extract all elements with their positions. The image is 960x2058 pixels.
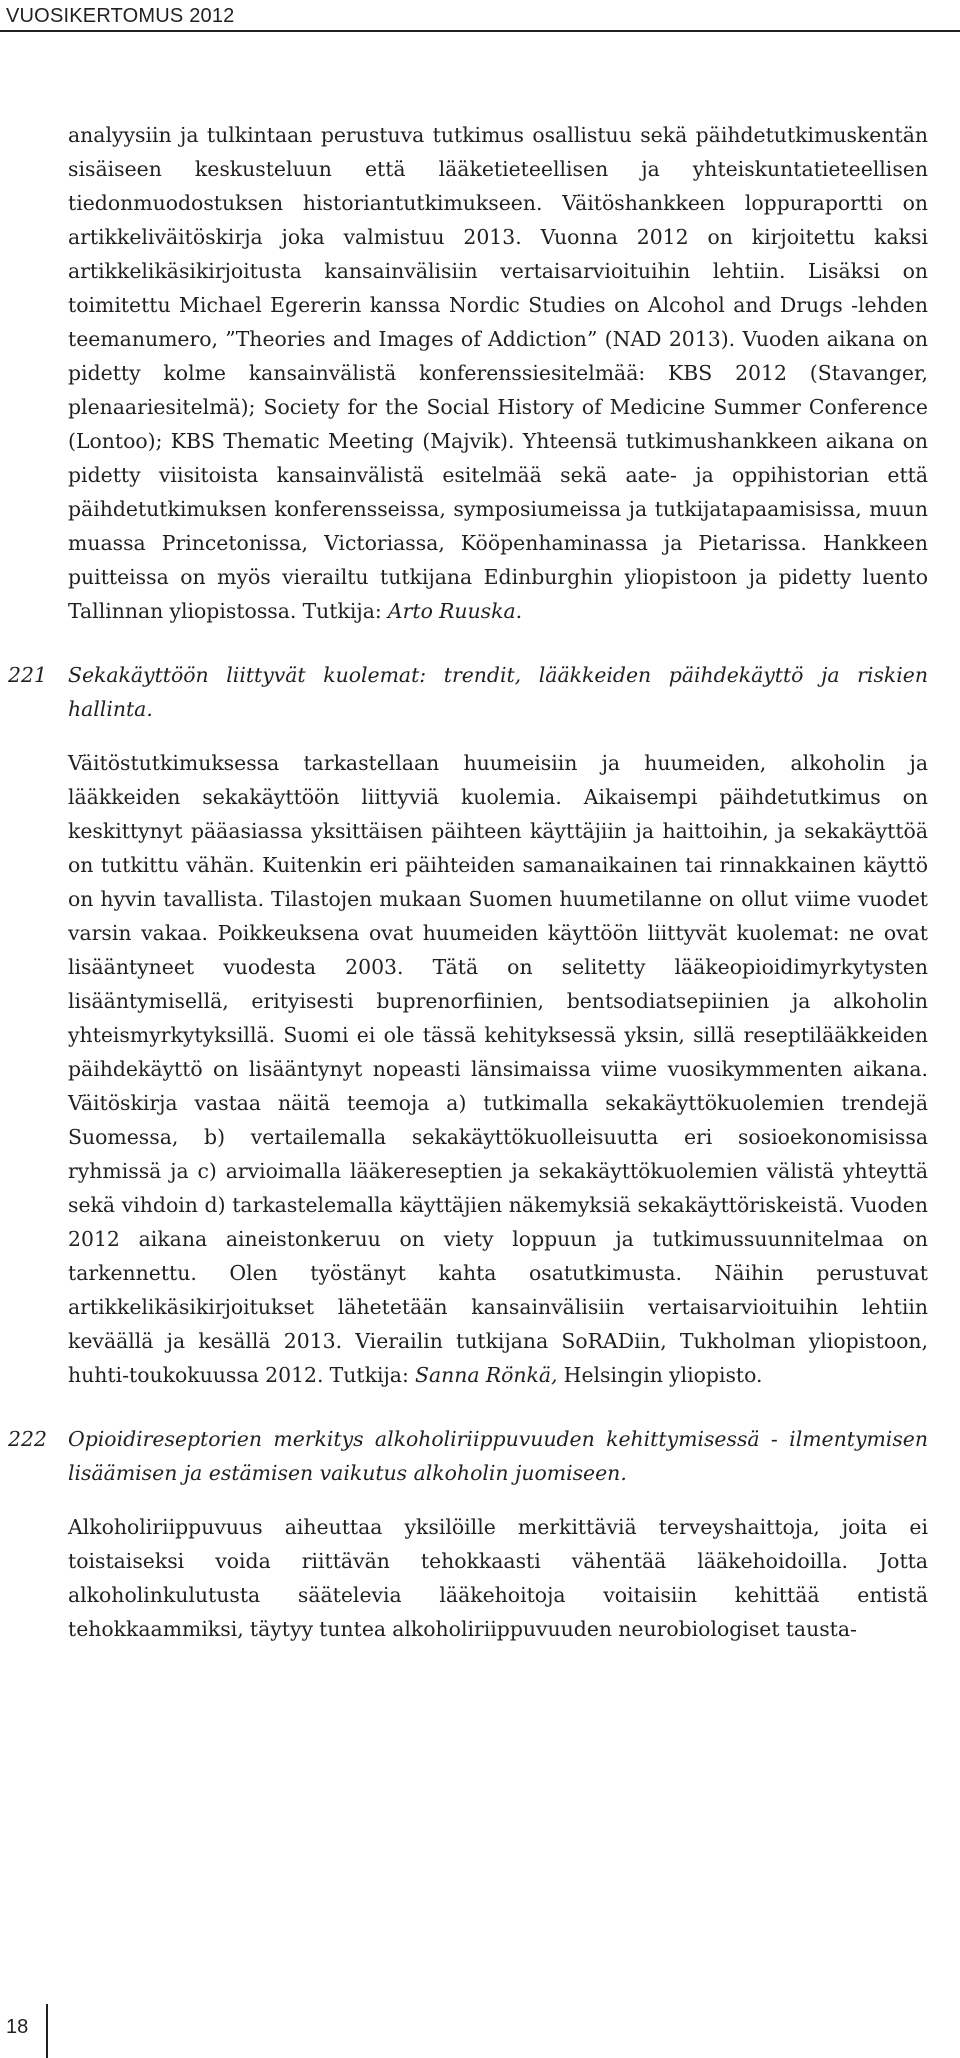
entry-number: 221 — [8, 663, 47, 687]
entry-number: 222 — [8, 1427, 47, 1451]
entry-text: Alkoholiriippuvuus aiheuttaa yksilöille merkittäviä terveyshaittoja, joita ei toistaiseksi voida riittävän tehokkaasti vähentää lääkehoidoilla. Jotta alkoholinkulutusta säätelevia lääkehoitoja voitaisiin kehittää entistä tehokkaammiksi, täytyy tuntea alkoholiriippuvuuden neurobiologiset tausta- — [68, 1515, 928, 1641]
entry-text: Väitöstutkimuksessa tarkastellaan huumeisiin ja huumeiden, alkoholin ja lääkkeiden sekakäyttöön liittyviä kuolemia. Aikaisempi päihdetutkimus on keskittynyt pääasiassa yksittäisen päihteen käyttäjiin ja haittoihin, ja sekakäyttöä on tutkittu vähän. Kuitenkin eri päihteiden samanaikainen tai rinnakkainen käyttö on hyvin tavallista. Tilastojen mukaan Suomen huumetilanne on ollut viime vuodet varsin vakaa. Poikkeuksena ovat huumeiden käyttöön liittyvät kuolemat: ne ovat lisääntyneet vuodesta 2003. Tätä on selitetty lääkeopioidimyrkytysten lisääntymisellä, erityisesti buprenorfiinien, bentsodiatsepiinien ja alkoholin yhteismyrkytyksillä. Suomi ei ole tässä kehityksessä yksin, sillä reseptilääkkeiden päihdekäyttö on lisääntynyt nopeasti länsimaissa viime vuosikymmenten aikana. Väitöskirja vastaa näitä teemoja a) tutkimalla sekakäyttökuolemien trendejä Suomessa, b) vertailemalla sekakäyttökuolleisuutta eri sosioekonomisissa ryhmissä ja c) arvioimalla lääkereseptien ja sekakäyttökuolemien välistä yhteyttä sekä vihdoin d) tarkastelemalla käyttäjien näkemyksiä sekakäyttöriskeistä. Vuoden 2012 aikana aineistonkeruu on viety loppuun ja tutkimussuunnitelmaa on tarkennettu. Olen työstänyt kahta osatutkimusta. Näihin perustuvat artikkelikäsikirjoitukset lähetetään kansainvälisiin vertaisarvioituihin lehtiin keväällä ja kesällä 2013. Vierailin tutkijana SoRADiin, Tukholman yliopistoon, huhti-toukokuussa 2012. Tutkija: — [68, 751, 928, 1387]
entry-researcher: Sanna Rönkä, — [415, 1363, 558, 1387]
intro-researcher: Arto Ruuska. — [387, 599, 523, 623]
report-title: VUOSIKERTOMUS 2012 — [6, 5, 235, 27]
entry-title: Opioidireseptorien merkitys alkoholiriippuvuuden kehittymisessä - ilmentymisen lisäämisen ja estämisen vaikutus alkoholin juomiseen. — [68, 1427, 928, 1485]
entry-description — [68, 1510, 928, 1646]
page-number: 18 — [6, 2016, 29, 2038]
intro-text: analyysiin ja tulkintaan perustuva tutkimus osallistuu sekä päihdetutkimuskentän sisäiseen keskusteluun että lääketieteellisen ja yhteiskuntatieteellisen tiedonmuodostuksen historiantutkimukseen. Väitöshankkeen loppuraportti on artikkeliväitöskirja joka valmistuu 2013. Vuonna 2012 on kirjoitettu kaksi artikkelikäsikirjoitusta kansainvälisiin vertaisarvioituihin lehtiin. Lisäksi on toimitettu Michael Egererin kanssa Nordic Studies on Alcohol and Drugs -lehden teemanumero, ”Theories and Images of Addiction” (NAD 2013). Vuoden aikana on pidetty kolme kansainvälistä konferenssiesitelmää: KBS 2012 (Stavanger, plenaariesitelmä); Society for the Social History of Medicine Summer Conference (Lontoo); KBS Thematic Meeting (Majvik). Yhteensä tutkimushankkeen aikana on pidetty viisitoista kansainvälistä esitelmää sekä aate- ja oppihistorian että päihdetutkimuksen konferensseissa, symposiumeissa ja tutkijatapaamisissa, muun muassa Princetonissa, Victoriassa, Kööpenhaminassa ja Pietarissa. Hankkeen puitteissa on myös vierailtu tutkijana Edinburghin yliopistoon ja pidetty luento Tallinnan yliopistossa. Tutkija: — [68, 123, 928, 623]
project-entry-221 — [8, 658, 928, 1392]
page-body — [8, 118, 928, 1646]
page-number-box — [0, 2004, 48, 2058]
running-header — [0, 0, 960, 32]
entry-title: Sekakäyttöön liittyvät kuolemat: trendit, lääkkeiden päihdekäyttö ja riskien hallinta. — [68, 663, 928, 721]
intro-paragraph — [68, 118, 928, 628]
entry-description — [68, 746, 928, 1392]
entry-affiliation: Helsingin yliopisto. — [557, 1363, 763, 1387]
project-entry-222 — [8, 1422, 928, 1646]
